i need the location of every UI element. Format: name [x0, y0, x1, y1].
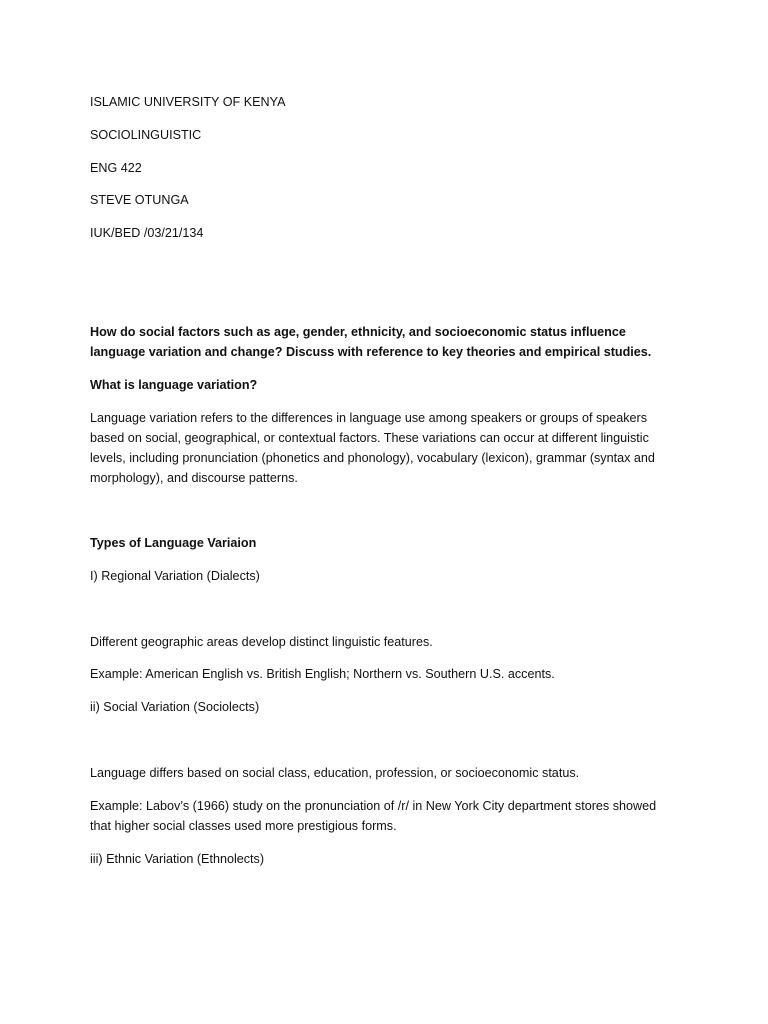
course-code: ENG 422: [90, 161, 142, 175]
essay-question: How do social factors such as age, gender, ethnicity, and socioeconomic status influence language variation and change? Discuss with reference to key theories and empirical studies.: [90, 325, 652, 359]
social-variation-example: Example: Labov’s (1966) study on the pronunciation of /r/ in New York City department stores showed that higher social classes used more prestigious forms.: [90, 799, 657, 833]
course-name: SOCIOLINGUISTIC: [90, 128, 202, 142]
social-variation-title: ii) Social Variation (Sociolects): [90, 700, 260, 714]
ethnic-variation-title: iii) Ethnic Variation (Ethnolects): [90, 852, 265, 866]
types-heading: Types of Language Variaion: [90, 536, 257, 550]
registration-number: IUK/BED /03/21/134: [90, 226, 204, 240]
regional-variation-title: I) Regional Variation (Dialects): [90, 569, 260, 583]
university-name: ISLAMIC UNIVERSITY OF KENYA: [90, 95, 286, 109]
regional-variation-example: Example: American English vs. British English; Northern vs. Southern U.S. accents.: [90, 667, 555, 681]
definition-heading: What is language variation?: [90, 378, 258, 392]
regional-variation-description: Different geographic areas develop distinct linguistic features.: [90, 635, 433, 649]
student-name: STEVE OTUNGA: [90, 193, 189, 207]
definition-paragraph: Language variation refers to the differences in language use among speakers or groups of speakers based on social, geographical, or contextual factors. These variations can occur at different linguistic levels, including pronunciation (phonetics and phonology), vocabulary (lexicon), grammar (syntax and morphology), and discourse patterns.: [90, 411, 655, 485]
social-variation-description: Language differs based on social class, education, profession, or socioeconomic status.: [90, 766, 580, 780]
